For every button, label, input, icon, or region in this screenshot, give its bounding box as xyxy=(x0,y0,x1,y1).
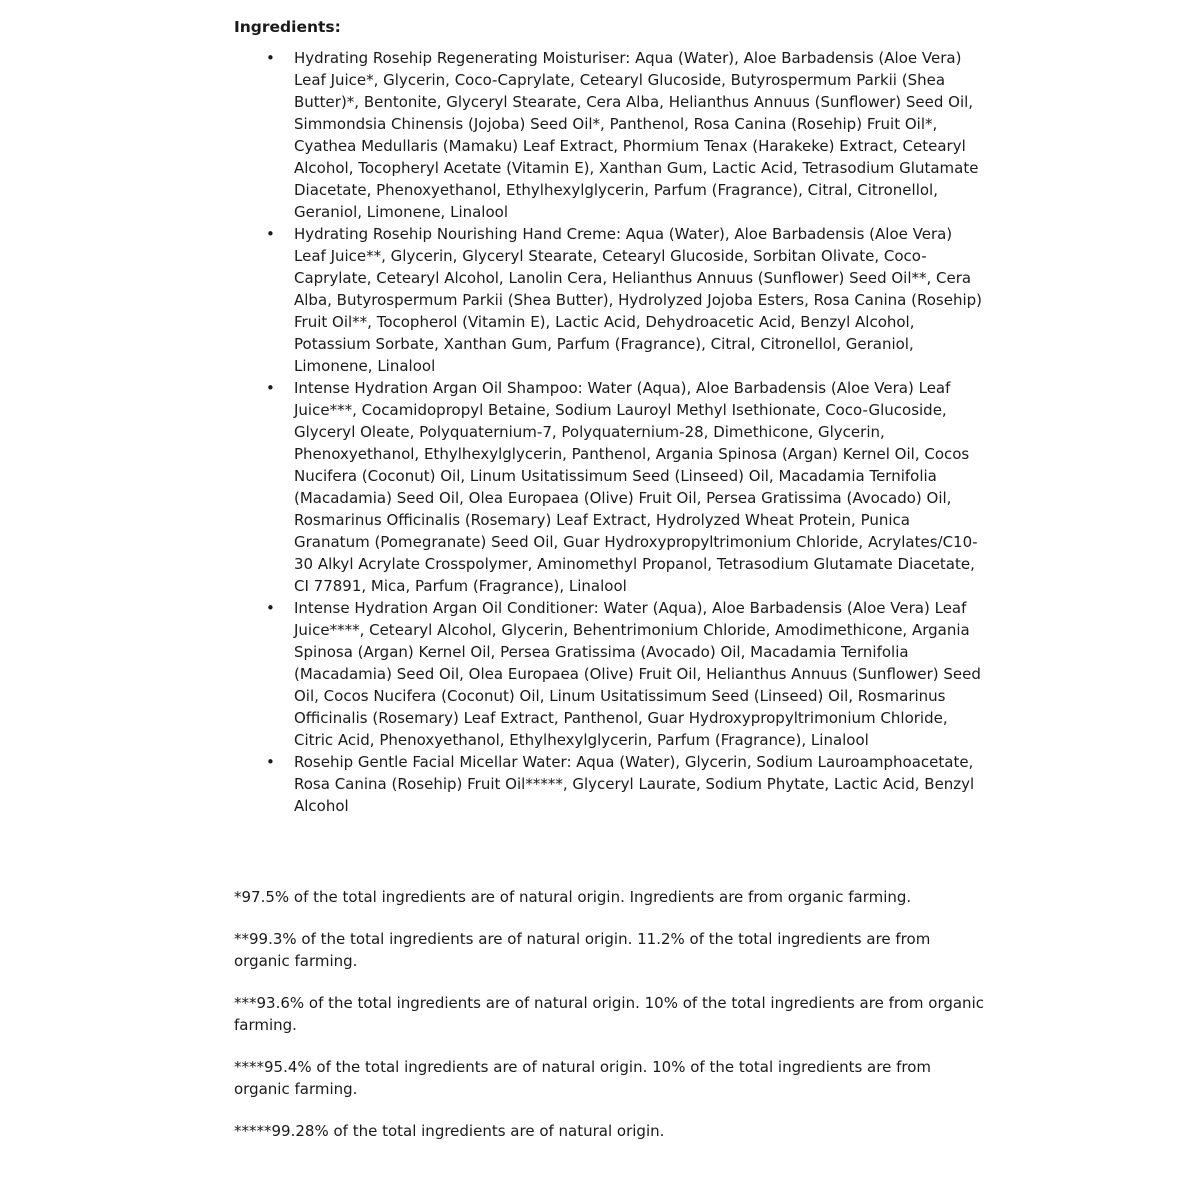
bullet-icon: • xyxy=(266,599,275,617)
footnote-4: ****95.4% of the total ingredients are of natural origin. 10% of the total ingredients are from organic farming. xyxy=(234,1058,931,1098)
footnotes-section xyxy=(234,886,986,1162)
ingredients-section xyxy=(234,16,986,817)
footnote-5: *****99.28% of the total ingredients are of natural origin. xyxy=(234,1122,665,1140)
ingredient-text: Intense Hydration Argan Oil Conditioner: Water (Aqua), Aloe Barbadensis (Aloe Vera) Leaf Juice****, Cetearyl Alcohol, Glycerin, Behentrimonium Chloride, Amodimethicone, Argania Spinosa (Argan) Kernel Oil, Persea Gratissima (Avocado) Oil, Macadamia Ternifolia (Macadamia) Seed Oil, Olea Europaea (Olive) Fruit Oil, Helianthus Annuus (Sunflower) Seed Oil, Cocos Nucifera (Coconut) Oil, Linum Usitatissimum Seed (Linseed) Oil, Rosmarinus Officinalis (Rosemary) Leaf Extract, Panthenol, Guar Hydroxypropyltrimonium Chloride, Citric Acid, Phenoxyethanol, Ethylhexylglycerin, Parfum (Fragrance), Linalool xyxy=(294,599,981,749)
bullet-icon: • xyxy=(266,379,275,397)
footnote-2: **99.3% of the total ingredients are of natural origin. 11.2% of the total ingredients are from organic farming. xyxy=(234,930,931,970)
footnote-1: *97.5% of the total ingredients are of natural origin. Ingredients are from organic farming. xyxy=(234,888,912,906)
bullet-icon: • xyxy=(266,49,275,67)
ingredient-text: Hydrating Rosehip Nourishing Hand Creme: Aqua (Water), Aloe Barbadensis (Aloe Vera) Leaf Juice**, Glycerin, Glyceryl Stearate, Cetearyl Glucoside, Sorbitan Olivate, Coco-Caprylate, Cetearyl Alcohol, Lanolin Cera, Helianthus Annuus (Sunflower) Seed Oil**, Cera Alba, Butyrospermum Parkii (Shea Butter), Hydrolyzed Jojoba Esters, Rosa Canina (Rosehip) Fruit Oil**, Tocopherol (Vitamin E), Lactic Acid, Dehydroacetic Acid, Benzyl Alcohol, Potassium Sorbate, Xanthan Gum, Parfum (Fragrance), Citral, Citronellol, Geraniol, Limonene, Linalool xyxy=(294,225,983,375)
ingredients-heading: Ingredients: xyxy=(234,18,341,36)
ingredient-text: Hydrating Rosehip Regenerating Moisturiser: Aqua (Water), Aloe Barbadensis (Aloe Vera) Leaf Juice*, Glycerin, Coco-Caprylate, Cetearyl Glucoside, Butyrospermum Parkii (Shea Butter)*, Bentonite, Glyceryl Stearate, Cera Alba, Helianthus Annuus (Sunflower) Seed Oil, Simmondsia Chinensis (Jojoba) Seed Oil*, Panthenol, Rosa Canina (Rosehip) Fruit Oil*, Cyathea Medullaris (Mamaku) Leaf Extract, Phormium Tenax (Harakeke) Extract, Cetearyl Alcohol, Tocopheryl Acetate (Vitamin E), Xanthan Gum, Lactic Acid, Tetrasodium Glutamate Diacetate, Phenoxyethanol, Ethylhexylglycerin, Parfum (Fragrance), Citral, Citronellol, Geraniol, Limonene, Linalool xyxy=(294,49,979,221)
ingredient-item-conditioner xyxy=(234,597,986,751)
ingredient-item-micellar-water xyxy=(234,751,986,817)
bullet-icon: • xyxy=(266,225,275,243)
ingredient-text: Rosehip Gentle Facial Micellar Water: Aqua (Water), Glycerin, Sodium Lauroamphoacetate, Rosa Canina (Rosehip) Fruit Oil*****, Glyceryl Laurate, Sodium Phytate, Lactic Acid, Benzyl Alcohol xyxy=(294,753,975,815)
ingredient-item-hand-creme xyxy=(234,223,986,377)
bullet-icon: • xyxy=(266,753,275,771)
ingredient-item-moisturiser xyxy=(234,47,986,223)
ingredient-text: Intense Hydration Argan Oil Shampoo: Water (Aqua), Aloe Barbadensis (Aloe Vera) Leaf Juice***, Cocamidopropyl Betaine, Sodium Lauroyl Methyl Isethionate, Coco-Glucoside, Glyceryl Oleate, Polyquaternium-7, Polyquaternium-28, Dimethicone, Glycerin, Phenoxyethanol, Ethylhexylglycerin, Panthenol, Argania Spinosa (Argan) Kernel Oil, Cocos Nucifera (Coconut) Oil, Linum Usitatissimum Seed (Linseed) Oil, Macadamia Ternifolia (Macadamia) Seed Oil, Olea Europaea (Olive) Fruit Oil, Persea Gratissima (Avocado) Oil, Rosmarinus Officinalis (Rosemary) Leaf Extract, Hydrolyzed Wheat Protein, Punica Granatum (Pomegranate) Seed Oil, Guar Hydroxypropyltrimonium Chloride, Acrylates/C10-30 Alkyl Acrylate Crosspolymer, Aminomethyl Propanol, Tetrasodium Glutamate Diacetate, CI 77891, Mica, Parfum (Fragrance), Linalool xyxy=(294,379,978,595)
ingredient-list xyxy=(234,47,986,817)
ingredient-item-shampoo xyxy=(234,377,986,597)
footnote-3: ***93.6% of the total ingredients are of natural origin. 10% of the total ingredients are from organic farming. xyxy=(234,994,984,1034)
